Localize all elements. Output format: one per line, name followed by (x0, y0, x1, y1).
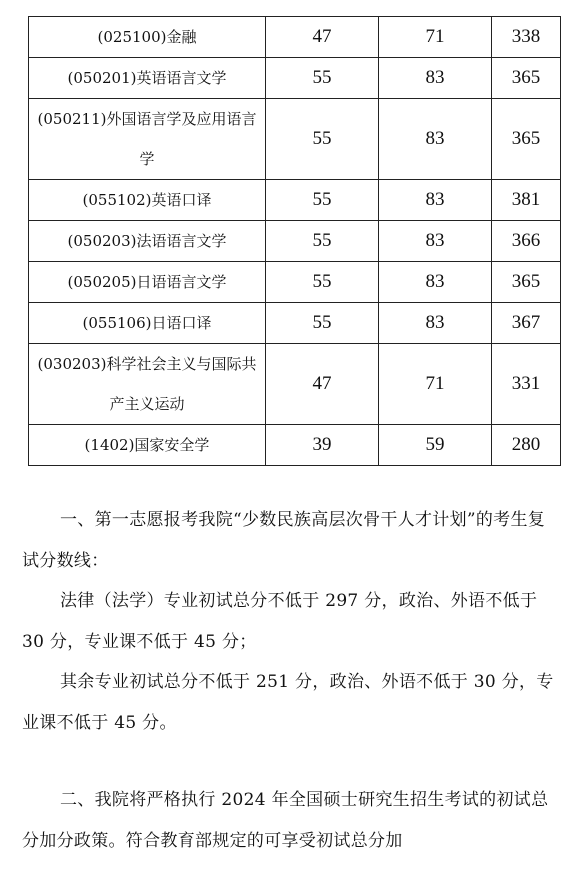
score-cell-c2: 83 (379, 303, 492, 344)
score-cell-c1: 39 (266, 425, 379, 466)
score-cell-c3: 365 (492, 58, 561, 99)
score-cell-c3: 365 (492, 99, 561, 180)
major-cell: (055106)日语口译 (29, 303, 266, 344)
table-row (29, 221, 561, 262)
major-cell: (055102)英语口译 (29, 180, 266, 221)
score-cell-c3: 331 (492, 344, 561, 425)
score-cell-c3: 280 (492, 425, 561, 466)
paragraph-bonus-policy: 二、我院将严格执行 2024 年全国硕士研究生招生考试的初试总分加分政策。符合教育部规定的可享受初试总分加 (22, 790, 549, 851)
score-cell-c1: 55 (266, 262, 379, 303)
major-cell: (1402)国家安全学 (29, 425, 266, 466)
score-cell-c1: 47 (266, 344, 379, 425)
score-cell-c2: 83 (379, 221, 492, 262)
score-cell-c2: 83 (379, 99, 492, 180)
table-row (29, 17, 561, 58)
score-cell-c2: 83 (379, 58, 492, 99)
major-cell: (050201)英语语言文学 (29, 58, 266, 99)
table-row (29, 303, 561, 344)
score-cell-c2: 71 (379, 17, 492, 58)
table-row (29, 58, 561, 99)
score-cell-c3: 365 (492, 262, 561, 303)
paragraph-law-criteria: 法律（法学）专业初试总分不低于 297 分，政治、外语不低于 30 分，专业课不低于 45 分； (22, 591, 538, 652)
table-row (29, 425, 561, 466)
table-row (29, 180, 561, 221)
table-row (29, 99, 561, 180)
score-cell-c3: 338 (492, 17, 561, 58)
score-cell-c1: 55 (266, 99, 379, 180)
major-cell: (050205)日语语言文学 (29, 262, 266, 303)
major-cell: (050203)法语语言文学 (29, 221, 266, 262)
score-cell-c1: 55 (266, 180, 379, 221)
score-cell-c1: 55 (266, 221, 379, 262)
score-table-body (29, 17, 561, 466)
score-cell-c2: 83 (379, 262, 492, 303)
score-cell-c2: 71 (379, 344, 492, 425)
score-cell-c2: 83 (379, 180, 492, 221)
major-cell: (025100)金融 (29, 17, 266, 58)
table-row (29, 262, 561, 303)
score-cell-c3: 366 (492, 221, 561, 262)
score-cell-c1: 55 (266, 58, 379, 99)
major-cell: (030203)科学社会主义与国际共产主义运动 (29, 344, 266, 425)
major-cell: (050211)外国语言学及应用语言学 (29, 99, 266, 180)
score-cell-c1: 55 (266, 303, 379, 344)
paragraph-minority-program: 一、第一志愿报考我院“少数民族高层次骨干人才计划”的考生复试分数线： (22, 510, 546, 571)
score-cell-c1: 47 (266, 17, 379, 58)
score-cell-c3: 381 (492, 180, 561, 221)
score-cell-c3: 367 (492, 303, 561, 344)
score-table (28, 16, 561, 466)
paragraph-other-criteria: 其余专业初试总分不低于 251 分，政治、外语不低于 30 分，专业课不低于 45 分。 (22, 672, 554, 733)
table-row (29, 344, 561, 425)
score-cell-c2: 59 (379, 425, 492, 466)
